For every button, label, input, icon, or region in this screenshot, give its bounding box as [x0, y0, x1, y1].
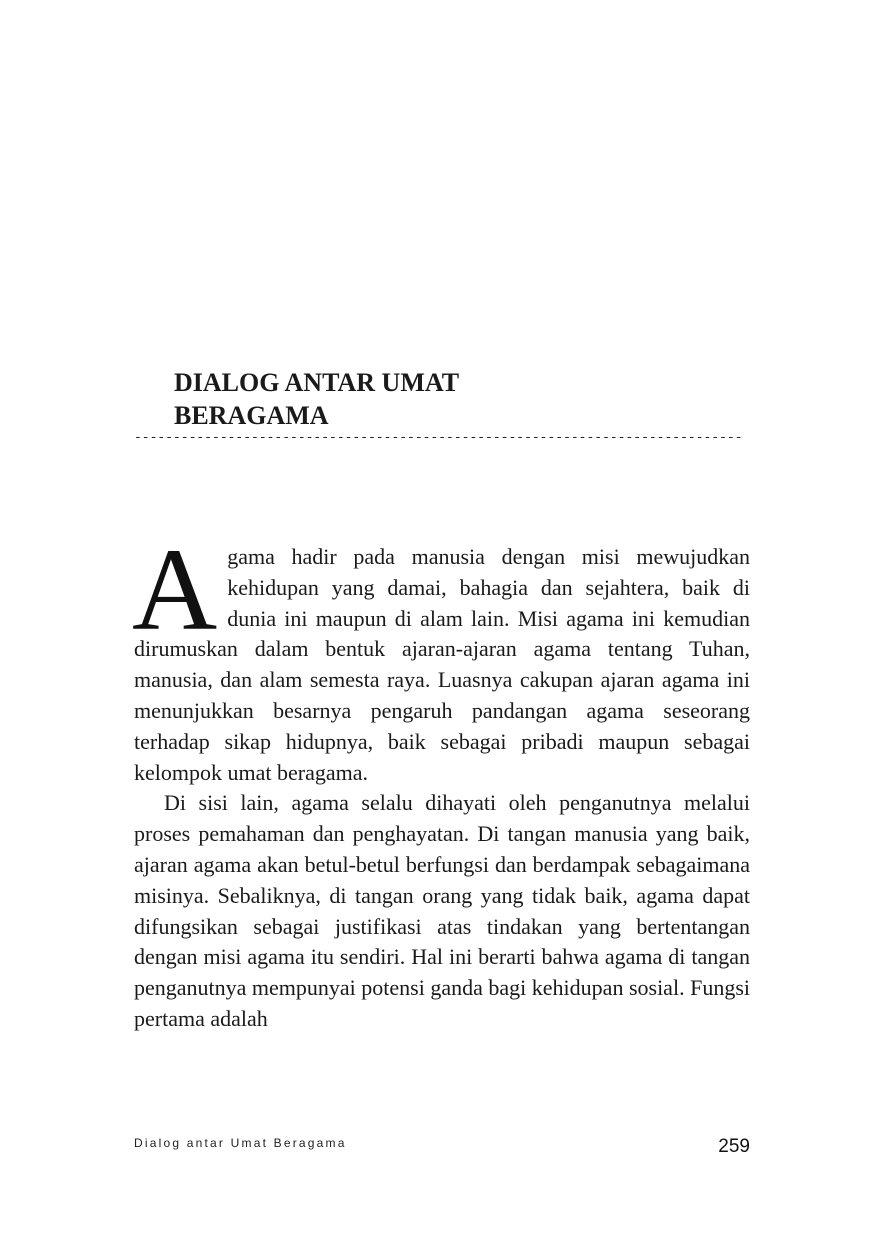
running-footer-title: Dialog antar Umat Beragama	[134, 1136, 347, 1150]
body-text	[132, 524, 750, 1035]
title-dashed-rule: ------------------------------------------------------------------------------	[134, 430, 743, 445]
chapter-title-line-1: DIALOG ANTAR UMAT	[174, 368, 460, 397]
page-number: 259	[718, 1136, 750, 1157]
drop-cap: A	[132, 524, 218, 655]
paragraph-2: Di sisi lain, agama selalu dihayati oleh penganutnya melalui proses pemahaman dan penghayatan. Di tangan manusia yang baik, ajaran agama akan betul-betul berfungsi dan berdampak sebagaimana misinya. Sebaliknya, di tangan orang yang tidak baik, agama dapat difungsikan sebagai justifikasi atas tindakan yang bertentangan dengan misi agama itu sendiri. Hal ini berarti bahwa agama di tangan penganutnya mempunyai potensi ganda bagi kehidupan sosial. Fungsi pertama adalah	[134, 790, 750, 1031]
chapter-title-line-2: BERAGAMA	[174, 401, 329, 430]
paragraph-1	[132, 524, 750, 788]
chapter-title	[174, 366, 574, 432]
paragraph-1-text: gama hadir pada manusia dengan misi mewujudkan kehidupan yang damai, bahagia dan sejahtera, baik di dunia ini maupun di alam lain. Misi agama ini kemudian dirumuskan dalam bentuk ajaran-ajaran agama tentang Tuhan, manusia, dan alam semesta raya. Luasnya cakupan ajaran agama ini menunjukkan besarnya pengaruh pandangan agama seseorang terhadap sikap hidupnya, baik sebagai pribadi maupun sebagai kelompok umat beragama.	[134, 544, 750, 785]
